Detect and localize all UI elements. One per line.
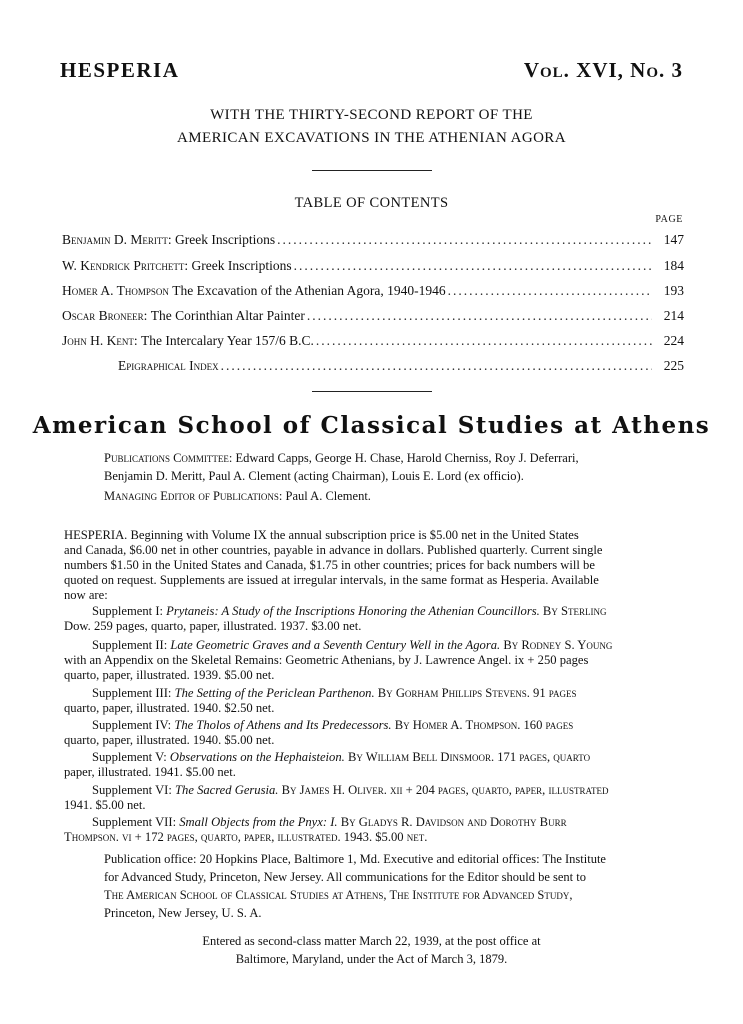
- journal-title: HESPERIA: [60, 58, 180, 82]
- toc-entry[interactable]: [62, 232, 684, 248]
- office-line: for Advanced Study, Princeton, New Jersey. All communications for the Editor should be sent to: [104, 870, 586, 884]
- editor-name: Paul A. Clement.: [285, 489, 371, 503]
- supplement-entry: [64, 750, 700, 780]
- supplement-title: Observations on the Hephaisteion.: [169, 750, 345, 764]
- toc-article-title: Greek Inscriptions: [175, 232, 276, 247]
- supplement-title: The Sacred Gerusia.: [175, 783, 279, 797]
- subtitle-line-1: WITH THE THIRTY-SECOND REPORT OF THE: [210, 107, 533, 123]
- supplement-details: By Gladys R. Davidson and Dorothy Burr: [340, 815, 567, 829]
- supplement-details: By Gorham Phillips Stevens. 91 pages: [377, 686, 577, 700]
- supplement-title: Small Objects from the Pnyx: I.: [179, 815, 338, 829]
- toc-author: Benjamin D. Meritt:: [62, 232, 172, 247]
- subtitle: [0, 104, 743, 150]
- mailing-line: Baltimore, Maryland, under the Act of March 3, 1879.: [235, 952, 508, 966]
- toc-leader: [316, 333, 652, 349]
- toc-page: 214: [663, 308, 684, 323]
- toc-entry[interactable]: [62, 283, 684, 299]
- toc-page-label: PAGE: [655, 214, 683, 225]
- subscription-line: HESPERIA. Beginning with Volume IX the annual subscription price is $5.00 net in the United States: [64, 528, 579, 542]
- supplement-entry: [64, 718, 700, 748]
- supplement-details: By Sterling: [542, 604, 607, 618]
- toc-title: TABLE OF CONTENTS: [294, 195, 449, 211]
- supplement-details: quarto, paper, illustrated. 1940. $2.50 net.: [64, 701, 275, 715]
- toc-author: Epigraphical Index: [118, 358, 219, 373]
- divider-top: [312, 170, 432, 171]
- supplement-title: Prytaneis: A Study of the Inscriptions Honoring the Athenian Councillors.: [166, 604, 540, 618]
- subscription-line: and Canada, $6.00 net in other countries, payable in advance in dollars. Published quarterly. Current single: [64, 543, 603, 557]
- toc-author: Homer A. Thompson: [62, 283, 169, 298]
- supplement-details: 1941. $5.00 net.: [64, 798, 146, 812]
- supplement-label: Supplement IV:: [92, 718, 172, 732]
- supplement-entry: [64, 604, 700, 634]
- volume-number: Vol. XVI, No. 3: [523, 58, 683, 82]
- toc-page: 193: [663, 283, 684, 298]
- supplement-label: Supplement I:: [92, 604, 164, 618]
- toc-article-title: The Corinthian Altar Painter: [150, 308, 305, 323]
- publication-office: [104, 850, 700, 922]
- toc-entry[interactable]: [118, 358, 684, 374]
- supplement-title: Late Geometric Graves and a Seventh Century Well in the Agora.: [170, 638, 501, 652]
- toc-leader: [307, 308, 652, 324]
- toc-author: Oscar Broneer:: [62, 308, 148, 323]
- divider-middle: [312, 391, 432, 392]
- supplement-entry: [64, 686, 700, 716]
- supplement-label: Supplement VI:: [92, 783, 172, 797]
- committee-label: Publications Committee:: [104, 451, 233, 465]
- supplement-title: The Tholos of Athens and Its Predecessors.: [174, 718, 392, 732]
- toc-author: W. Kendrick Pritchett:: [62, 258, 189, 273]
- supplement-details: By Rodney S. Young: [503, 638, 613, 652]
- mailing-line: Entered as second-class matter March 22, 1939, at the post office at: [202, 934, 541, 948]
- toc-article-title: The Intercalary Year 157/6 B.C.: [141, 333, 314, 348]
- supplement-details: By William Bell Dinsmoor. 171 pages, quarto: [347, 750, 591, 764]
- toc-page: 184: [663, 258, 684, 273]
- supplement-entry: [64, 638, 700, 683]
- supplement-details: with an Appendix on the Skeletal Remains: Geometric Athenians, by J. Lawrence Angel. ix + 250 pages: [64, 653, 589, 667]
- toc-entry[interactable]: [62, 308, 684, 324]
- toc-leader: [294, 258, 652, 274]
- toc-entry[interactable]: [62, 258, 684, 274]
- subscription-line: numbers $1.50 in the United States and Canada, $1.75 in other countries; prices for back numbers will be: [64, 558, 595, 572]
- supplement-label: Supplement VII:: [92, 815, 177, 829]
- supplement-details: By Homer A. Thompson. 160 pages: [394, 718, 574, 732]
- supplement-entry: [64, 783, 700, 813]
- supplement-label: Supplement V:: [92, 750, 167, 764]
- supplement-label: Supplement II:: [92, 638, 168, 652]
- committee-members-2: Benjamin D. Meritt, Paul A. Clement (acting Chairman), Louis E. Lord (ex officio).: [104, 469, 524, 483]
- mailing-notice: [0, 932, 743, 968]
- subscription-paragraph: [64, 528, 700, 603]
- supplement-entry: [64, 815, 700, 845]
- publications-committee: [104, 449, 694, 485]
- toc-page: 147: [663, 232, 684, 247]
- supplement-label: Supplement III:: [92, 686, 172, 700]
- toc-page: 225: [663, 358, 684, 373]
- subscription-line: now are:: [64, 588, 108, 602]
- supplement-details: Dow. 259 pages, quarto, paper, illustrated. 1937. $3.00 net.: [64, 619, 362, 633]
- toc-entry[interactable]: [62, 333, 684, 349]
- managing-editor: [104, 487, 694, 505]
- supplement-details: quarto, paper, illustrated. 1939. $5.00 net.: [64, 668, 275, 682]
- supplement-details: quarto, paper, illustrated. 1940. $5.00 net.: [64, 733, 275, 747]
- toc-author: John H. Kent:: [62, 333, 138, 348]
- toc-leader: [448, 283, 652, 299]
- supplement-details: By James H. Oliver. xii + 204 pages, quarto, paper, illustrated: [281, 783, 609, 797]
- supplement-details: paper, illustrated. 1941. $5.00 net.: [64, 765, 236, 779]
- committee-members-1: Edward Capps, George H. Chase, Harold Cherniss, Roy J. Deferrari,: [235, 451, 579, 465]
- office-line: The American School of Classical Studies at Athens, The Institute for Advanced Study,: [104, 888, 573, 902]
- toc-article-title: The Excavation of the Athenian Agora, 1940-1946: [172, 283, 446, 298]
- subscription-line: quoted on request. Supplements are issued at irregular intervals, in the same format as Hesperia. Available: [64, 573, 599, 587]
- toc-leader: [277, 232, 652, 248]
- toc-page: 224: [663, 333, 684, 348]
- subtitle-line-2: AMERICAN EXCAVATIONS IN THE ATHENIAN AGORA: [177, 130, 566, 146]
- school-name: American School of Classical Studies at Athens: [32, 412, 711, 439]
- toc-article-title: Greek Inscriptions: [191, 258, 292, 273]
- supplement-title: The Setting of the Periclean Parthenon.: [174, 686, 375, 700]
- office-line: Princeton, New Jersey, U. S. A.: [104, 906, 262, 920]
- toc-leader: [221, 358, 652, 374]
- supplement-details: Thompson. vi + 172 pages, quarto, paper, illustrated. 1943. $5.00 net.: [64, 830, 428, 844]
- editor-label: Managing Editor of Publications:: [104, 489, 283, 503]
- office-line: Publication office: 20 Hopkins Place, Baltimore 1, Md. Executive and editorial offices: The Institute: [104, 852, 606, 866]
